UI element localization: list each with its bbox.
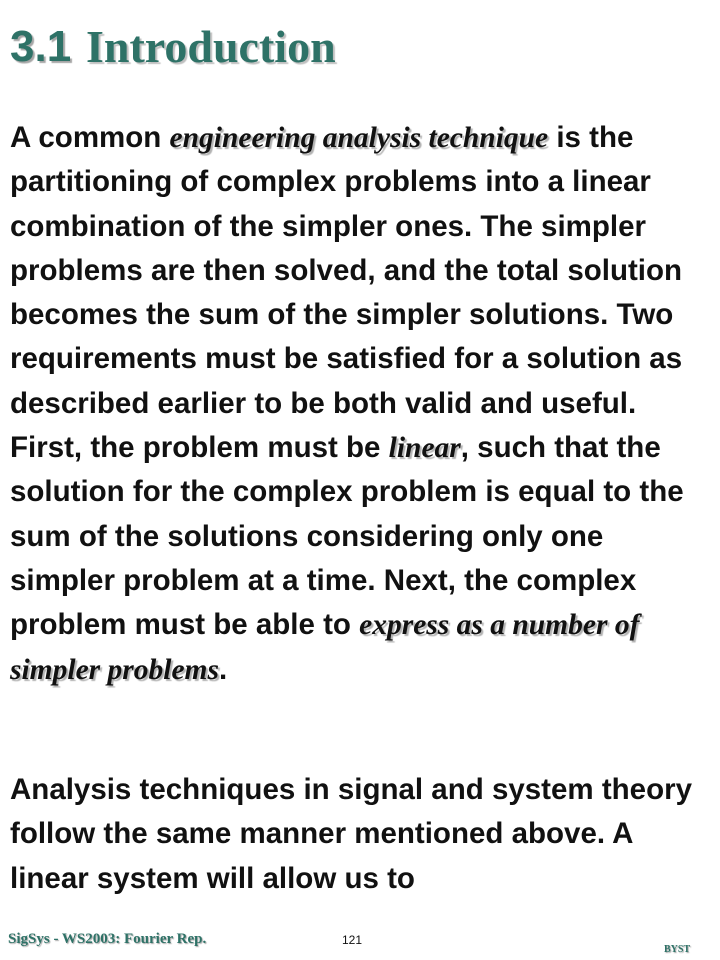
emphasis-engineering-analysis: engineering analysis technique <box>169 122 549 154</box>
footer-course: SigSys - WS2003: Fourier Rep. <box>8 931 207 947</box>
footer-author: BYST <box>664 944 691 955</box>
emphasis-express-as: express as a number of simpler problems <box>10 609 640 686</box>
text-run: , such that the solution for the complex problem is equal to the sum of the solutions considering only one simpler problem at a time. Next, the complex problem must be able to <box>10 431 684 642</box>
slide-title: Introduction <box>86 21 336 72</box>
emphasis-linear: linear <box>388 432 461 465</box>
paragraph-analysis: Analysis techniques in signal and system theory follow the same manner mentioned above. A linear system will allow us to <box>10 773 692 895</box>
section-number: 3.1 <box>10 22 72 71</box>
text-run: is the partitioning of complex problems into a linear combination of the simpler ones. The simpler problems are then solved, and the total solution becomes the sum of the simpler solutions. Two requirements must be satisfied for a solution as described earlier to be both valid and useful. First, the problem must be <box>10 121 683 465</box>
page-number: 121 <box>342 933 363 947</box>
paragraph-intro <box>10 116 710 692</box>
text-run: A common <box>10 121 170 154</box>
text-run: . <box>218 652 228 686</box>
